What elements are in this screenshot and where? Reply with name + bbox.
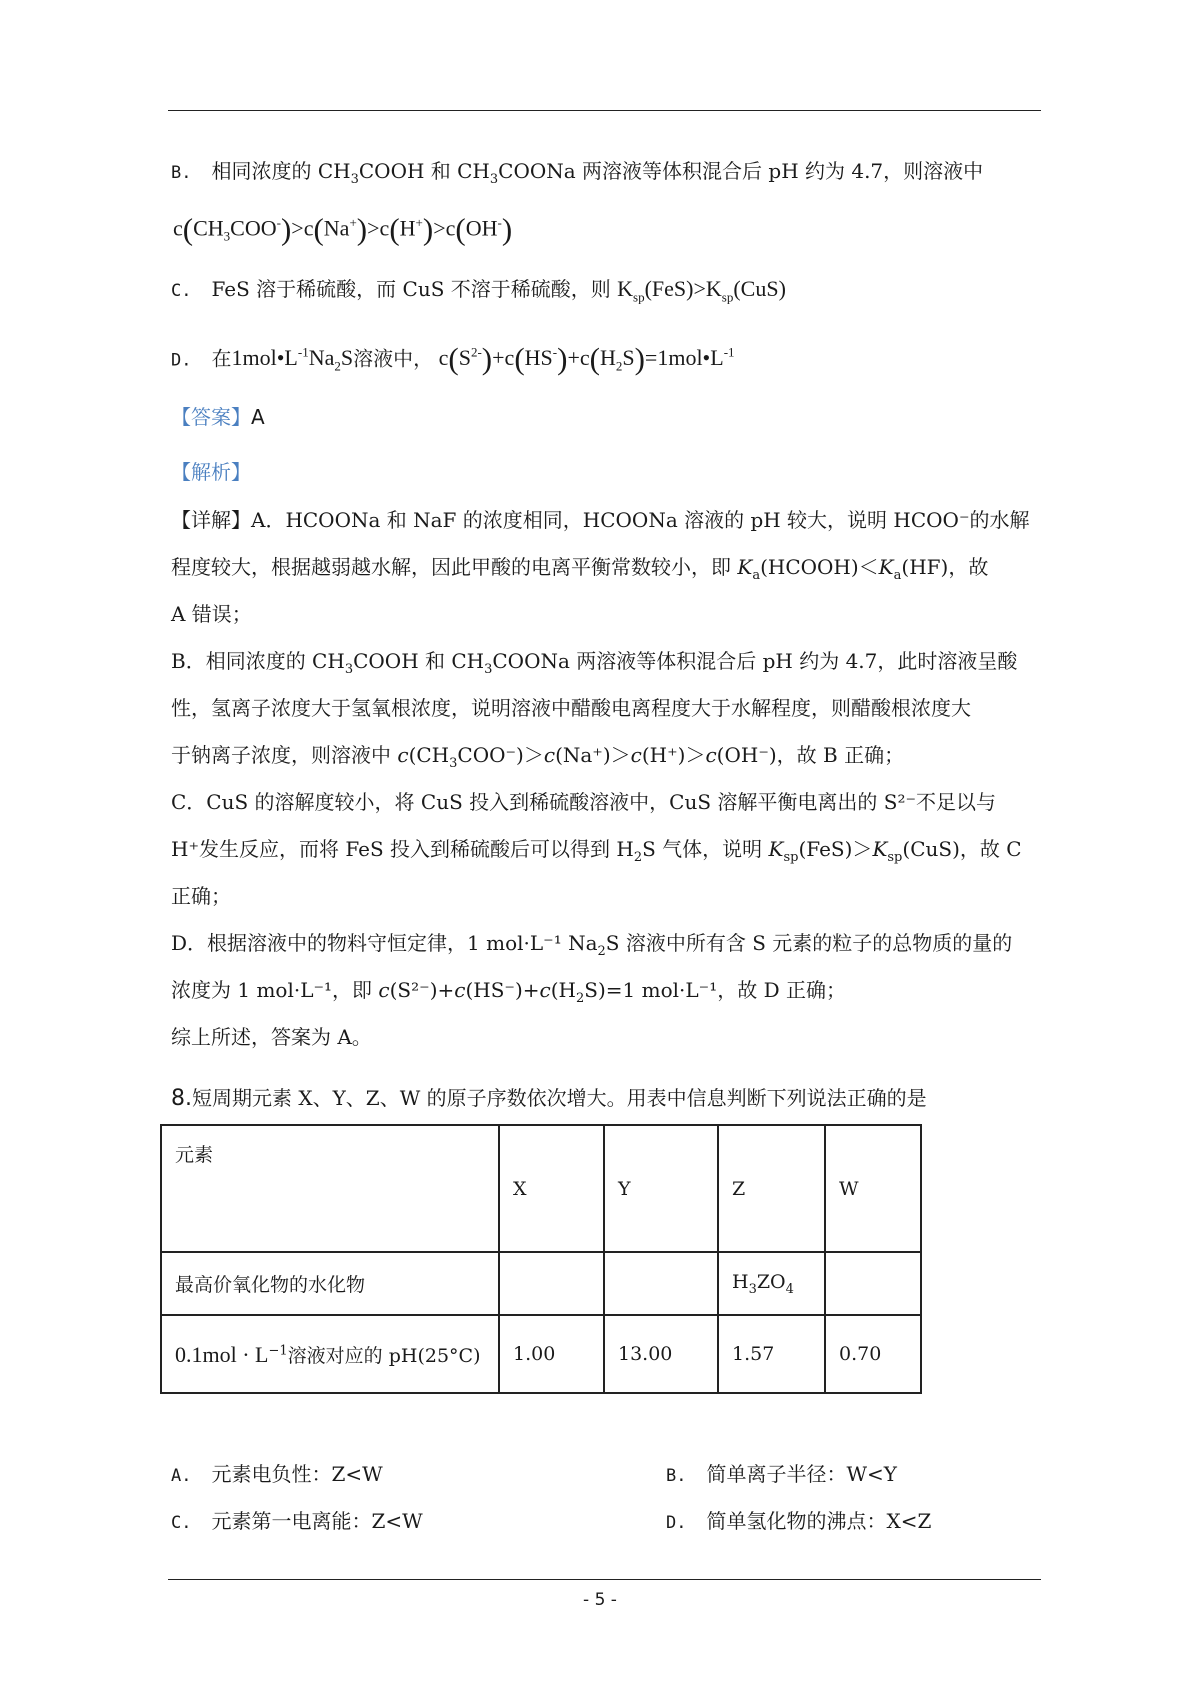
table-row xyxy=(161,1252,921,1315)
detail-c-line3: 正确； xyxy=(171,884,231,908)
table-header-cell: 元素 xyxy=(161,1125,499,1252)
page-number: - 5 - xyxy=(583,1590,617,1610)
table-cell: $H_3ZO_4$ xyxy=(718,1252,825,1315)
q8-option-a: A. 元素电负性：Z<W xyxy=(171,1462,383,1486)
detail-d-line1: D．根据溶液中的物料守恒定律，1 mol·L⁻¹ $Na_2S$ 溶液中所有含 S 元素的粒子的总物质的量的 xyxy=(171,931,1013,959)
q8-data-table xyxy=(160,1124,922,1394)
table-row xyxy=(161,1125,921,1252)
q7-option-b: B. 相同浓度的 $CH_3COOH$ 和 $CH_3COONa$ 两溶液等体积混合后 pH 约为 4.7，则溶液中 xyxy=(171,159,984,187)
q7-option-b-formula: $c(CH_3COO^-)>c(Na^+)>c(H^+)>c(OH^-)$ xyxy=(173,211,513,247)
table-header-cell: W xyxy=(825,1125,921,1252)
table-cell: 0.70 xyxy=(825,1315,921,1393)
analysis-line xyxy=(171,458,251,486)
table-cell xyxy=(825,1252,921,1315)
q8-stem: 8.短周期元素 X、Y、Z、W 的原子序数依次增大。用表中信息判断下列说法正确的是 xyxy=(171,1086,927,1111)
table-header-cell: Y xyxy=(604,1125,718,1252)
header-rule xyxy=(168,110,1041,111)
detail-d-line2: 浓度为 1 mol·L⁻¹，即 $c(S^{2-})+c(HS^-)+c(H_2S)=1$ mol·L⁻¹，故 D 正确； xyxy=(171,978,846,1006)
footer-rule xyxy=(168,1579,1041,1580)
table-cell: 13.00 xyxy=(604,1315,718,1393)
q8-number: 8. xyxy=(171,1086,192,1111)
q7-option-d: D. 在$1mol•L^{-1}Na_2S$溶液中， $c(S^{2-})+c(HS^-)+c(H_2S)=1mol•L^{-1}$ xyxy=(171,341,735,377)
table-cell: $0.1mol \cdot L^{-1}$溶液对应的 pH(25°C) xyxy=(161,1315,499,1393)
q7-option-c: C. FeS 溶于稀硫酸，而 CuS 不溶于稀硫酸，则 $K_{sp}(FeS)>K_{sp}(CuS)$ xyxy=(171,276,786,305)
detail-a-line1: 【详解】A．HCOONa 和 NaF 的浓度相同，HCOONa 溶液的 pH 较大，说明 HCOO⁻的水解 xyxy=(171,508,1030,532)
q8-option-d: D. 简单氢化物的沸点：X<Z xyxy=(666,1509,932,1533)
detail-a-line3: A 错误； xyxy=(171,602,252,626)
q8-option-c: C. 元素第一电离能：Z<W xyxy=(171,1509,423,1533)
answer-tag: 【答案】 xyxy=(171,405,251,429)
table-cell: 1.57 xyxy=(718,1315,825,1393)
table-header-cell: X xyxy=(499,1125,604,1252)
detail-a-line2: 程度较大，根据越弱越水解，因此甲酸的电离平衡常数较小，即 $K_a(HCOOH)<K_a(HF)$，故 xyxy=(171,555,989,583)
table-cell xyxy=(499,1252,604,1315)
table-cell: 最高价氧化物的水化物 xyxy=(161,1252,499,1315)
answer-line xyxy=(171,403,265,431)
table-cell xyxy=(604,1252,718,1315)
detail-b-line3: 于钠离子浓度，则溶液中 $c(CH_3COO^-)>c(Na^+)>c(H^+)>c(OH^-)$，故 B 正确； xyxy=(171,743,905,771)
detail-summary: 综上所述，答案为 A。 xyxy=(171,1025,372,1049)
detail-b-line1: B．相同浓度的 $CH_3COOH$ 和 $CH_3COONa$ 两溶液等体积混合后 pH 约为 4.7，此时溶液呈酸 xyxy=(171,649,1018,677)
detail-c-line2: H⁺发生反应，而将 FeS 投入到稀硫酸后可以得到 $H_2S$ 气体，说明 $K_{sp}(FeS)>K_{sp}(CuS)$，故 C xyxy=(171,837,1022,865)
detail-c-line1: C．CuS 的溶解度较小，将 CuS 投入到稀硫酸溶液中，CuS 溶解平衡电离出的 S²⁻不足以与 xyxy=(171,790,997,814)
table-row xyxy=(161,1315,921,1393)
analysis-tag: 【解析】 xyxy=(171,460,251,484)
table-header-cell: Z xyxy=(718,1125,825,1252)
answer-value: A xyxy=(251,405,265,429)
q8-option-b: B. 简单离子半径：W<Y xyxy=(666,1462,898,1486)
detail-b-line2: 性，氢离子浓度大于氢氧根浓度，说明溶液中醋酸电离程度大于水解程度，则醋酸根浓度大 xyxy=(171,696,971,720)
table-cell: 1.00 xyxy=(499,1315,604,1393)
